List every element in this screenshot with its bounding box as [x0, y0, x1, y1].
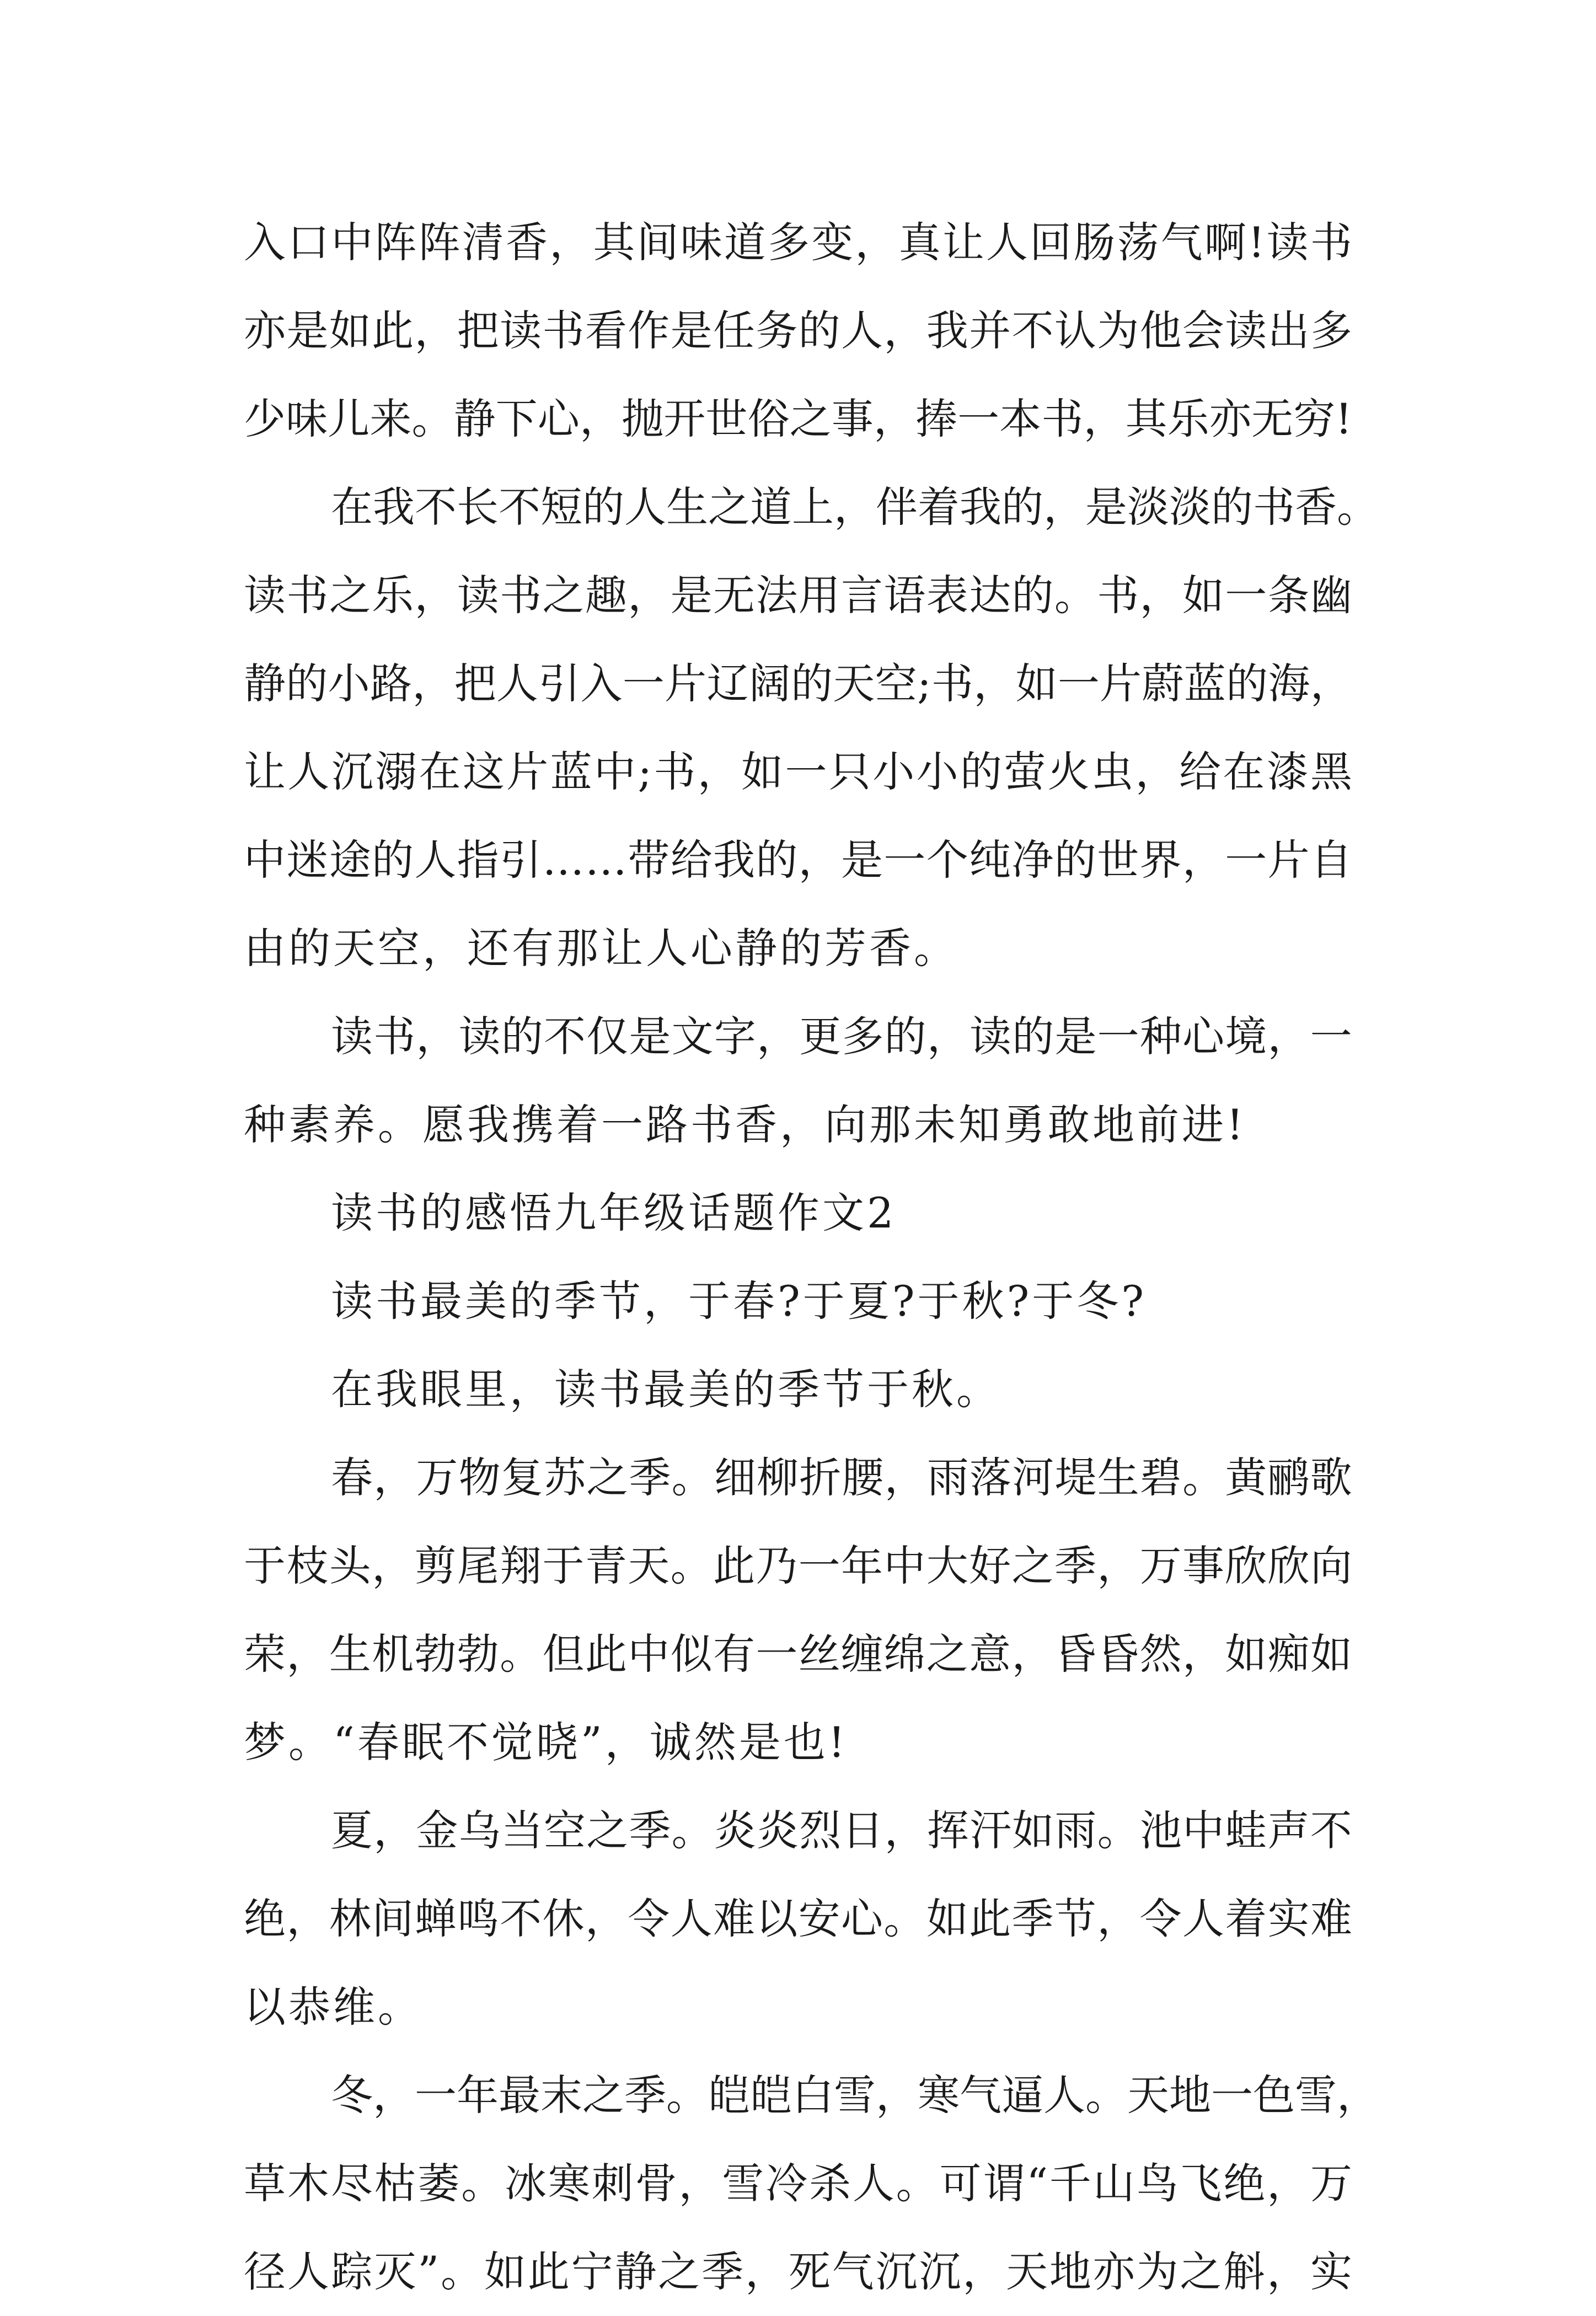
- text-line: 春 ， 万 物 复 苏 之 季 。 细 柳 折 腰 ， 雨 落 河 堤 生 碧 。 黄 鹂 歌: [331, 1453, 1352, 1502]
- text-line: 让 人 沉 溺 在 这 片 蓝 中 ; 书 ， 如 一 只 小 小 的 萤 火 虫 ， 给 在 漆 黑: [244, 747, 1352, 796]
- text-line: 读书最美的季节，于春?于夏?于秋?于冬?: [331, 1277, 1147, 1326]
- text-line: 在我眼里，读书最美的季节于秋。: [331, 1365, 1001, 1414]
- text-line: 草 木 尽 枯 萎 。 冰 寒 刺 骨 ， 雪 冷 杀 人 。 可 谓 “ 千 山 鸟 飞 绝 ， 万: [244, 2159, 1352, 2208]
- text-line: 以恭维。: [244, 1982, 422, 2031]
- text-line: 绝 ， 林 间 蝉 鸣 不 休 ， 令 人 难 以 安 心 。 如 此 季 节 ， 令 人 着 实 难: [244, 1894, 1352, 1943]
- text-line: 在 我 不 长 不 短 的 人 生 之 道 上 ， 伴 着 我 的 ， 是 淡 淡 的 书 香 。: [331, 482, 1379, 532]
- text-line: 亦 是 如 此 ， 把 读 书 看 作 是 任 务 的 人 ， 我 并 不 认 为 他 会 读 出 多: [244, 306, 1352, 355]
- text-line: 冬 ， 一 年 最 末 之 季 。 皑 皑 白 雪 ， 寒 气 逼 人 。 天 地 一 色 雪 ，: [331, 2071, 1379, 2120]
- text-line: 静 的 小 路 ， 把 人 引 入 一 片 辽 阔 的 天 空 ; 书 ， 如 一 片 蔚 蓝 的 海 ，: [244, 659, 1352, 708]
- document-body: [244, 199, 1379, 2316]
- text-line: 读 书 ， 读 的 不 仅 是 文 字 ， 更 多 的 ， 读 的 是 一 种 心 境 ， 一: [331, 1012, 1352, 1061]
- text-line: 读书的感悟九年级话题作文2: [331, 1188, 897, 1237]
- text-line: 于 枝 头 ， 剪 尾 翔 于 青 天 。 此 乃 一 年 中 大 好 之 季 ， 万 事 欣 欣 向: [244, 1541, 1352, 1590]
- text-line: 夏 ， 金 乌 当 空 之 季 。 炎 炎 烈 日 ， 挥 汗 如 雨 。 池 中 蛙 声 不: [331, 1806, 1352, 1855]
- text-line: 荣 ， 生 机 勃 勃 。 但 此 中 似 有 一 丝 缠 绵 之 意 ， 昏 昏 然 ， 如 痴 如: [244, 1629, 1352, 1679]
- text-line: 少 味 儿 来 。 静 下 心 ， 抛 开 世 俗 之 事 ， 捧 一 本 书 ， 其 乐 亦 无 穷 !: [244, 394, 1352, 443]
- text-line: 读 书 之 乐 ， 读 书 之 趣 ， 是 无 法 用 言 语 表 达 的 。 书 ， 如 一 条 幽: [244, 571, 1352, 620]
- text-line: 径 人 踪 灭 ” 。 如 此 宁 静 之 季 ， 死 气 沉 沉 ， 天 地 亦 为 之 斛 ， 实: [244, 2247, 1352, 2296]
- text-line: 由的天空，还有那让人心静的芳香。: [244, 924, 958, 973]
- text-line: 梦。“春眠不觉晓”，诚然是也!: [244, 1718, 848, 1767]
- text-line: 入 口 中 阵 阵 清 香 ， 其 间 味 道 多 变 ， 真 让 人 回 肠 荡 气 啊 ! 读 书: [244, 218, 1352, 267]
- text-line: 中 迷 途 的 人 指 引 … … 带 给 我 的 ， 是 一 个 纯 净 的 世 界 ， 一 片 自: [244, 835, 1352, 884]
- text-line: 种素养。愿我携着一路书香，向那未知勇敢地前进!: [244, 1100, 1246, 1149]
